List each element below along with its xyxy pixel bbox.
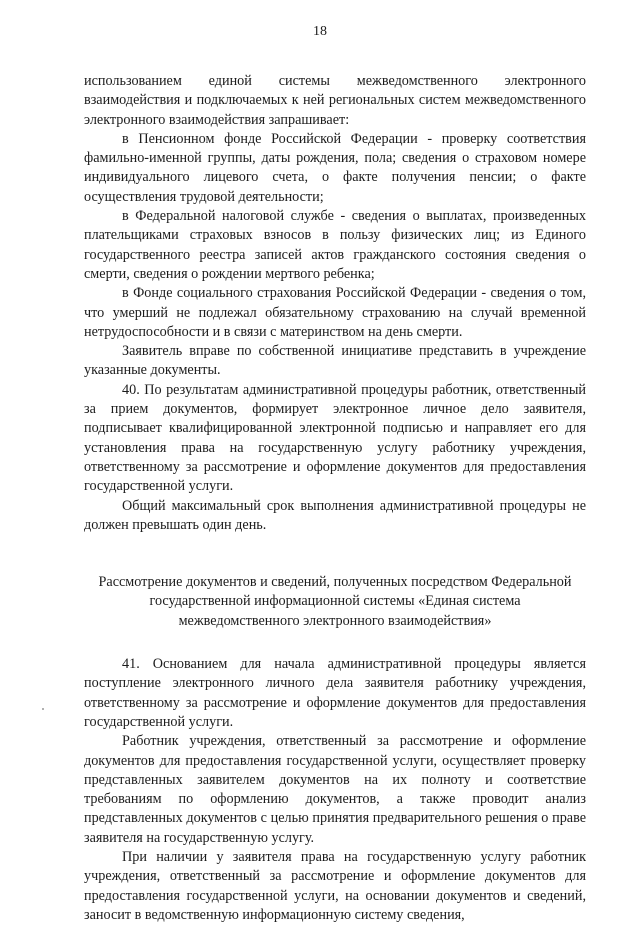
paragraph-item-40: 40. По результатам административной процедуры работник, ответственный за прием документов, формирует электронное личное дело заявителя, подписывает квалифицированной электронной подписью и направляет его для установления права на государственную услугу работнику учреждения, ответственному за рассмотрение и оформление документов для предоставления государственной услуги. [84, 381, 586, 495]
paragraph-employee-check: Работник учреждения, ответственный за рассмотрение и оформление документов для предоставления государственной услуги, осуществляет проверку представленных заявителем документов на их полноту и соответствие требованиям по оформлению документов, а также проводит анализ представленных документов с целью принятия предварительного решения о праве заявителя на государственную услугу. [84, 733, 586, 846]
paragraph-applicant-right: Заявитель вправе по собственной инициативе представить в учреждение указанные документы. [84, 343, 586, 379]
paragraph-social-insurance: в Фонде социального страхования Российской Федерации - сведения о том, что умерший не подлежал обязательному страхованию на случай временной нетрудоспособности и в связи с материнством на день смерти. [84, 285, 586, 340]
paragraph-item-41: 41. Основанием для начала административной процедуры является поступление электронного личного дела заявителя работнику учреждения, ответственному за рассмотрение и оформление документов для предоставления государственной услуги. [84, 656, 586, 730]
paragraph-tax-service: в Федеральной налоговой службе - сведения о выплатах, произведенных плательщиками страховых взносов в пользу физических лиц; из Единого государственного реестра записей актов гражданского состояния сведения о смерти, сведения о рождении мертвого ребенка; [84, 208, 586, 282]
paragraph-max-time: Общий максимальный срок выполнения административной процедуры не должен превышать один день. [84, 497, 586, 533]
paragraph-pension-fund: в Пенсионном фонде Российской Федерации - проверку соответствия фамильно-именной группы, даты рождения, пола; сведения о страховом номере индивидуального лицевого счета, о факте получения пенсии; о факте осуществления трудовой деятельности; [84, 130, 586, 205]
scan-speck [42, 708, 44, 710]
document-body [84, 72, 586, 925]
paragraph-right-present: При наличии у заявителя права на государственную услугу работник учреждения, ответственный за рассмотрение и оформление документов для предоставления государственной услуги, на основании документов и сведений, заносит в ведомственную информационную систему сведения, [84, 848, 586, 923]
paragraph-continuation: использованием единой системы межведомственного электронного взаимодействия и подключаемых к ней региональных систем межведомственного электронного взаимодействия запрашивает: [84, 73, 586, 128]
page-number: 18 [313, 24, 327, 39]
section-heading: Рассмотрение документов и сведений, полученных посредством Федеральной государственной информационной системы «Единая система межведомственного электронного взаимодействия» [98, 574, 572, 629]
